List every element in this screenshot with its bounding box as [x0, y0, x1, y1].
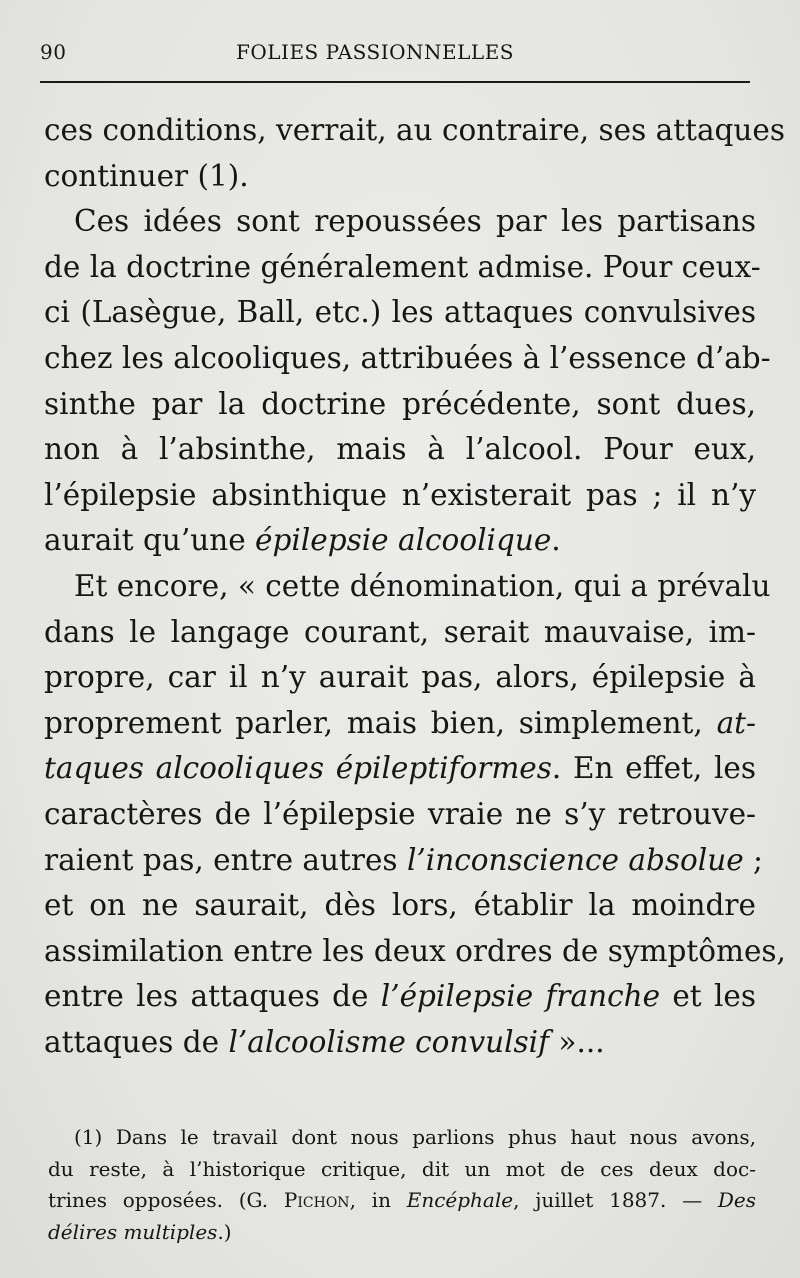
- footnote-line: du reste, à l’historique critique, dit un mot de ces deux doc-: [48, 1156, 756, 1181]
- text-line: Ces idées sont repoussées par les partisans: [74, 204, 756, 239]
- footnote-line: trines opposées. (G. Pichon, in Encéphale, juillet 1887. — Des: [48, 1188, 757, 1212]
- italic-phrase: l’inconscience absolue: [406, 842, 744, 877]
- text-line: et on ne saurait, dès lors, établir la moindre: [44, 888, 756, 923]
- footnote-line: (1) Dans le travail dont nous parlions phus haut nous avons,: [74, 1125, 756, 1149]
- page-header: [40, 38, 750, 68]
- work-title: délires multiples: [48, 1219, 218, 1244]
- work-title: Des: [717, 1188, 757, 1212]
- footnote-line: délires multiples.): [48, 1219, 232, 1244]
- author-name: Pichon: [283, 1188, 350, 1212]
- text-line: attaques de l’alcoolisme convulsif »...: [44, 1024, 605, 1059]
- text-line: assimilation entre les deux ordres de symptômes,: [44, 933, 786, 968]
- text-line: proprement parler, mais bien, simplement, at-: [44, 705, 756, 740]
- text-line: propre, car il n’y aurait pas, alors, épilepsie à: [44, 660, 756, 695]
- italic-phrase: taques alcooliques épileptiformes: [44, 751, 552, 786]
- text-line: caractères de l’épilepsie vraie ne s’y retrouve-: [44, 796, 756, 831]
- text-line: ces conditions, verrait, au contraire, ses attaques: [44, 113, 786, 147]
- journal-title: Encéphale: [406, 1188, 514, 1212]
- footnote: [48, 1122, 756, 1248]
- text-line: dans le langage courant, serait mauvaise, im-: [44, 614, 756, 649]
- text-line: sinthe par la doctrine précédente, sont dues,: [44, 386, 756, 421]
- text-line: non à l’absinthe, mais à l’alcool. Pour eux,: [44, 432, 756, 467]
- text-line: de la doctrine généralement admise. Pour ceux-: [44, 249, 761, 284]
- italic-phrase: l’épilepsie franche: [380, 979, 661, 1014]
- text-line: aurait qu’une épilepsie alcoolique.: [44, 523, 561, 558]
- italic-phrase: at-: [716, 705, 756, 740]
- running-title: FOLIES PASSIONNELLES: [236, 40, 514, 64]
- page-number: 90: [40, 40, 67, 64]
- text-line: l’épilepsie absinthique n’existerait pas ; il n’y: [44, 477, 756, 512]
- text-line: entre les attaques de l’épilepsie franche et les: [44, 979, 756, 1014]
- body-text: [44, 108, 786, 1065]
- text-line: continuer (1).: [44, 158, 249, 193]
- text-line: raient pas, entre autres l’inconscience absolue ;: [44, 842, 763, 877]
- text-line: chez les alcooliques, attribuées à l’essence d’ab-: [44, 340, 771, 375]
- text-line: taques alcooliques épileptiformes. En effet, les: [44, 751, 756, 786]
- text-line: ci (Lasègue, Ball, etc.) les attaques convulsives: [44, 295, 756, 330]
- italic-phrase: épilepsie alcoolique: [255, 523, 552, 558]
- italic-phrase: l’alcoolisme convulsif: [228, 1024, 550, 1059]
- text-line: Et encore, « cette dénomination, qui a prévalu: [74, 568, 771, 603]
- header-rule: [40, 81, 750, 83]
